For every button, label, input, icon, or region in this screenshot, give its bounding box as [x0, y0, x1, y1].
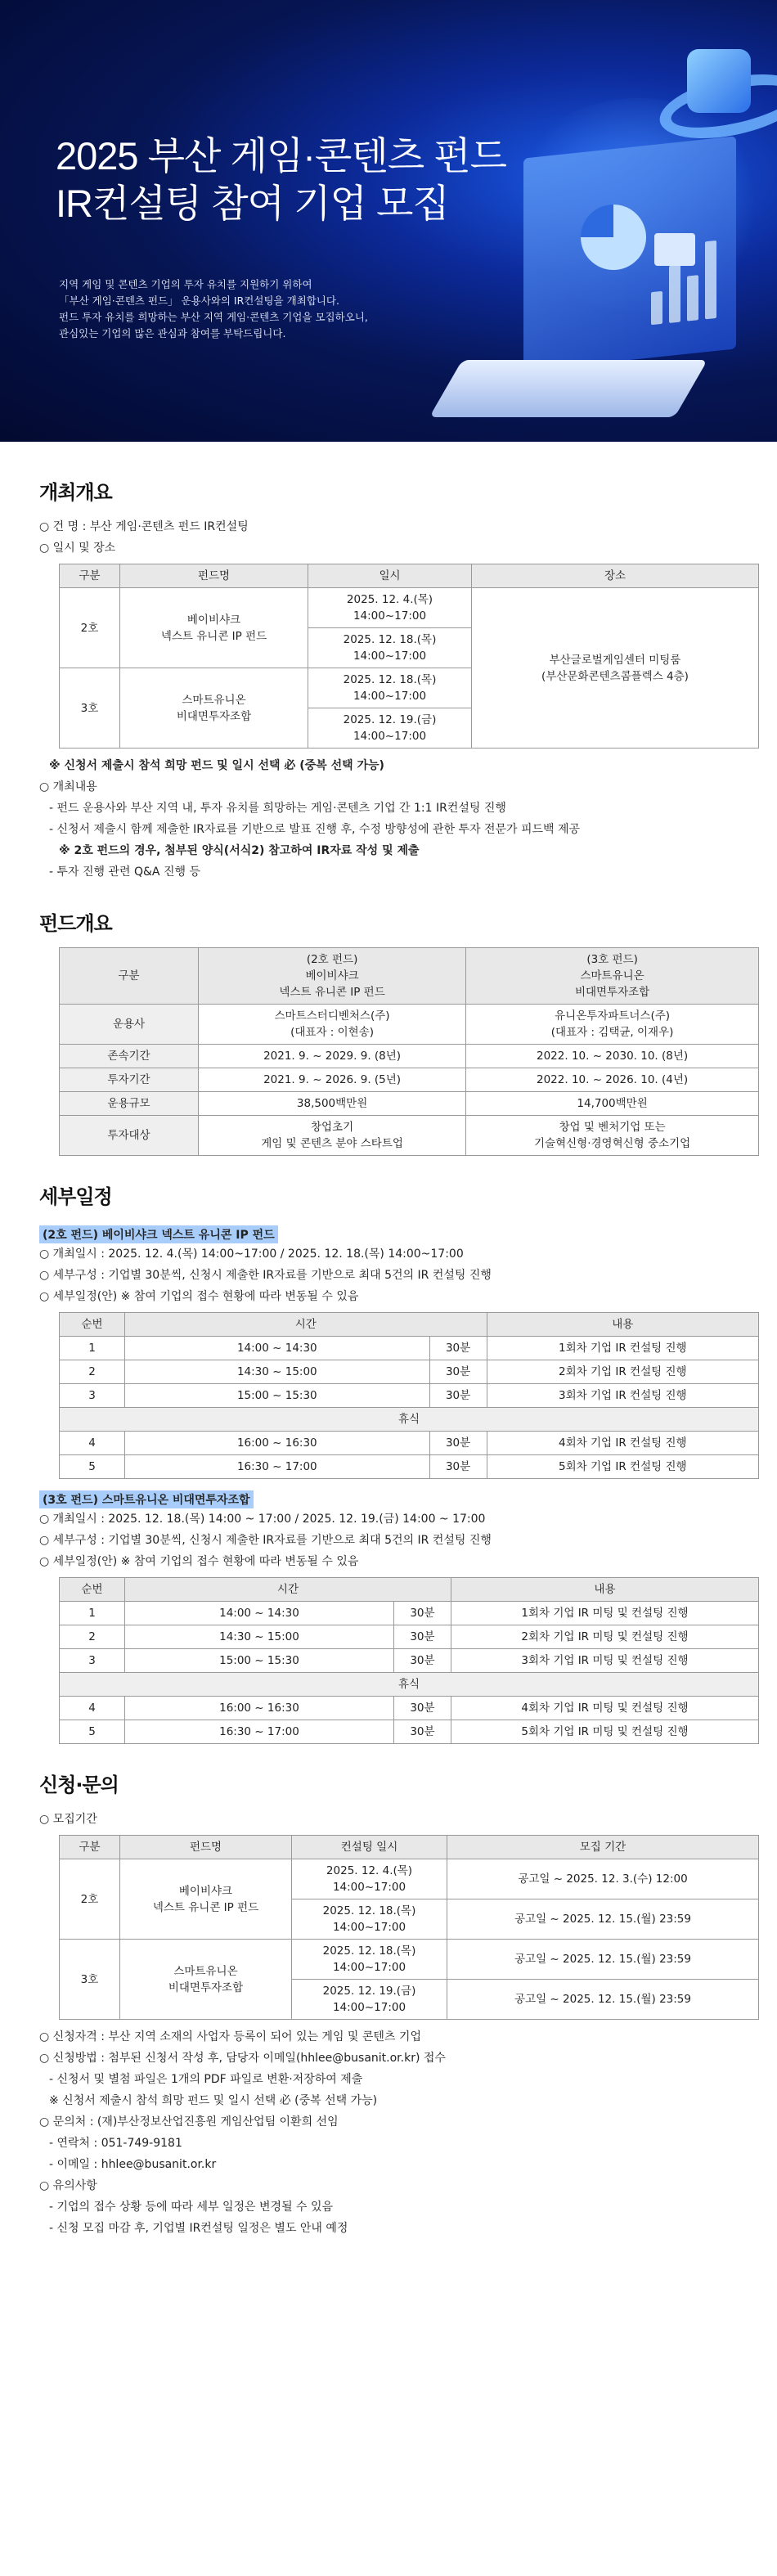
folder-icon: [654, 233, 695, 266]
break-row: 휴식: [60, 1408, 759, 1432]
fund-tag-3: (3호 펀드) 스마트유니온 비대면투자조합: [39, 1490, 254, 1508]
overview-section: [0, 476, 777, 883]
table-cell: 공고일 ~ 2025. 12. 15.(월) 23:59: [447, 1899, 759, 1940]
overview-note: ※ 신청서 제출시 참석 희망 펀드 및 일시 선택 必 (중복 선택 가능): [49, 759, 384, 772]
table-cell: 3호: [60, 1940, 120, 2020]
table-header: 장소: [472, 564, 759, 588]
table-cell: 공고일 ~ 2025. 12. 15.(월) 23:59: [447, 1940, 759, 1980]
cube-decoration: [687, 49, 751, 113]
table-row: 4 16:00 ~ 16:30 30분 4회차 기업 IR 컨설팅 진행: [60, 1432, 759, 1455]
table-header: 구분: [60, 564, 120, 588]
hero-banner: [0, 0, 777, 442]
table-cell: 3호: [60, 668, 120, 749]
table-row: 4 16:00 ~ 16:30 30분 4회차 기업 IR 미팅 및 컨설팅 진행: [60, 1697, 759, 1720]
apply-line: ○ 문의처 : (재)부산정보산업진흥원 게임산업팀 이환희 선임: [39, 2115, 339, 2129]
overview-line: - 신청서 제출시 함께 제출한 IR자료를 기반으로 발표 진행 후, 수정 방향성에 관한 투자 전문가 피드백 제공: [49, 823, 581, 836]
apply-line: - 이메일 : hhlee@busanit.or.kr: [49, 2158, 217, 2171]
keyboard-illustration: [429, 360, 707, 417]
table-cell: 2021. 9. ~ 2029. 9. (8년): [199, 1045, 466, 1068]
overview-line: ○ 건 명 : 부산 게임·콘텐츠 펀드 IR컨설팅: [39, 520, 249, 533]
pie-chart-icon: [581, 205, 646, 270]
table-cell: 2025. 12. 18.(목) 14:00~17:00: [308, 628, 472, 668]
apply-line: ○ 유의사항: [39, 2179, 97, 2192]
table-header: 컨설팅 일시: [292, 1836, 447, 1859]
table-cell: 2호: [60, 1859, 120, 1940]
apply-line: - 신청 모집 마감 후, 기업별 IR컨설팅 일정은 별도 안내 예정: [49, 2222, 348, 2235]
table-cell: 창업초기 게임 및 콘텐츠 분야 스타트업: [199, 1116, 466, 1156]
table-header: 펀드명: [120, 564, 308, 588]
apply-line: ○ 신청자격 : 부산 지역 소재의 사업자 등록이 되어 있는 게임 및 콘텐츠 기업: [39, 2030, 421, 2043]
table-cell: 2022. 10. ~ 2030. 10. (8년): [466, 1045, 759, 1068]
schedule-line: ○ 세부구성 : 기업별 30분씩, 신청시 제출한 IR자료를 기반으로 최대 5건의 IR 컨설팅 진행: [39, 1269, 492, 1282]
section-title-apply: 신청·문의: [39, 1774, 119, 1796]
table-cell: 2025. 12. 18.(목) 14:00~17:00: [308, 668, 472, 708]
section-title-schedule: 세부일정: [39, 1185, 112, 1208]
table-cell: 2호: [60, 588, 120, 668]
table-header: 순번: [60, 1313, 125, 1337]
table-cell: 유니온투자파트너스(주) (대표자 : 김택균, 이재우): [466, 1005, 759, 1045]
apply-line: - 기업의 접수 상황 등에 따라 세부 일정은 변경될 수 있음: [49, 2201, 334, 2214]
table-cell: 2025. 12. 18.(목) 14:00~17:00: [292, 1940, 447, 1980]
schedule-table-2: [59, 1312, 759, 1479]
table-header: 시간: [125, 1578, 451, 1602]
table-cell: 2021. 9. ~ 2026. 9. (5년): [199, 1068, 466, 1092]
table-row: 2 14:30 ~ 15:00 30분 2회차 기업 IR 컨설팅 진행: [60, 1360, 759, 1384]
table-header: 순번: [60, 1578, 125, 1602]
table-header: 구분: [60, 948, 199, 1005]
schedule-line: ○ 세부일정(안) ※ 참여 기업의 접수 현황에 따라 변동될 수 있음: [39, 1555, 359, 1568]
table-header: 펀드명: [120, 1836, 292, 1859]
table-cell: 2025. 12. 19.(금) 14:00~17:00: [292, 1980, 447, 2020]
break-row: 휴식: [60, 1673, 759, 1697]
table-cell: 존속기간: [60, 1045, 199, 1068]
table-cell: 2025. 12. 4.(목) 14:00~17:00: [292, 1859, 447, 1899]
table-cell: 공고일 ~ 2025. 12. 3.(수) 12:00: [447, 1859, 759, 1899]
schedule-line: ○ 세부구성 : 기업별 30분씩, 신청시 제출한 IR자료를 기반으로 최대 5건의 IR 컨설팅 진행: [39, 1534, 492, 1547]
table-cell: 2025. 12. 4.(목) 14:00~17:00: [308, 588, 472, 628]
table-cell: 창업 및 벤처기업 또는 기술혁신형·경영혁신형 중소기업: [466, 1116, 759, 1156]
table-cell: 2025. 12. 19.(금) 14:00~17:00: [308, 708, 472, 749]
table-row: 5 16:30 ~ 17:00 30분 5회차 기업 IR 컨설팅 진행: [60, 1455, 759, 1479]
fund-tag-2: (2호 펀드) 베이비샤크 넥스트 유니콘 IP 펀드: [39, 1225, 278, 1243]
overview-line: ○ 개최내용: [39, 780, 97, 793]
schedule-line: ○ 개최일시 : 2025. 12. 4.(목) 14:00~17:00 / 2025. 12. 18.(목) 14:00~17:00: [39, 1248, 464, 1261]
overview-note: ※ 2호 펀드의 경우, 첨부된 양식(서식2) 참고하여 IR자료 작성 및 제출: [59, 844, 420, 857]
table-cell: 14,700백만원: [466, 1092, 759, 1116]
table-row: 1 14:00 ~ 14:30 30분 1회차 기업 IR 미팅 및 컨설팅 진행: [60, 1602, 759, 1625]
table-header: (2호 펀드) 베이비샤크 넥스트 유니콘 IP 펀드: [199, 948, 466, 1005]
table-row: 3 15:00 ~ 15:30 30분 3회차 기업 IR 컨설팅 진행: [60, 1384, 759, 1408]
fund-table: [59, 947, 759, 1156]
table-header: 내용: [487, 1313, 758, 1337]
schedule-section: [0, 1180, 777, 1744]
table-cell: 베이비샤크 넥스트 유니콘 IP 펀드: [120, 588, 308, 668]
apply-line: - 신청서 및 별첨 파일은 1개의 PDF 파일로 변환·저장하여 제출: [49, 2073, 363, 2086]
table-cell: 스마트유니온 비대면투자조합: [120, 668, 308, 749]
section-title-overview: 개최개요: [39, 481, 112, 504]
table-cell: 투자기간: [60, 1068, 199, 1092]
table-cell: 부산글로벌게임센터 미팅룸 (부산문화콘텐츠콤플렉스 4층): [472, 588, 759, 749]
apply-note: ※ 신청서 제출시 참석 희망 펀드 및 일시 선택 必 (중복 선택 가능): [49, 2094, 378, 2107]
apply-section: [0, 1769, 777, 2272]
schedule-line: ○ 개최일시 : 2025. 12. 18.(목) 14:00 ~ 17:00 / 2025. 12. 19.(금) 14:00 ~ 17:00: [39, 1513, 486, 1526]
apply-line: ○ 신청방법 : 첨부된 신청서 작성 후, 담당자 이메일(hhlee@busanit.or.kr) 접수: [39, 2052, 446, 2065]
table-row: 2 14:30 ~ 15:00 30분 2회차 기업 IR 미팅 및 컨설팅 진행: [60, 1625, 759, 1649]
table-cell: 투자대상: [60, 1116, 199, 1156]
table-header: 모집 기간: [447, 1836, 759, 1859]
overview-line: ○ 일시 및 장소: [39, 542, 116, 555]
table-cell: 스마트스터디벤처스(주) (대표자 : 이현송): [199, 1005, 466, 1045]
schedule-table-3: [59, 1577, 759, 1744]
schedule-line: ○ 세부일정(안) ※ 참여 기업의 접수 현황에 따라 변동될 수 있음: [39, 1290, 359, 1303]
table-cell: 2022. 10. ~ 2026. 10. (4년): [466, 1068, 759, 1092]
table-header: (3호 펀드) 스마트유니온 비대면투자조합: [466, 948, 759, 1005]
table-row: 3 15:00 ~ 15:30 30분 3회차 기업 IR 미팅 및 컨설팅 진행: [60, 1649, 759, 1673]
table-row: 5 16:30 ~ 17:00 30분 5회차 기업 IR 미팅 및 컨설팅 진행: [60, 1720, 759, 1744]
table-row: 1 14:00 ~ 14:30 30분 1회차 기업 IR 컨설팅 진행: [60, 1337, 759, 1360]
apply-line: ○ 모집기간: [39, 1813, 97, 1826]
table-header: 시간: [125, 1313, 487, 1337]
apply-line: - 연락처 : 051-749-9181: [49, 2137, 182, 2150]
table-header: 일시: [308, 564, 472, 588]
overview-line: - 펀드 운용사와 부산 지역 내, 투자 유치를 희망하는 게임·콘텐츠 기업 간 1:1 IR컨설팅 진행: [49, 802, 506, 815]
table-cell: 스마트유니온 비대면투자조합: [120, 1940, 292, 2020]
table-cell: 운용사: [60, 1005, 199, 1045]
recruit-table: [59, 1835, 759, 2020]
table-cell: 공고일 ~ 2025. 12. 15.(월) 23:59: [447, 1980, 759, 2020]
hero-intro: 지역 게임 및 콘텐츠 기업의 투자 유치를 지원하기 위하여 「부산 게임·콘텐츠 펀드」 운용사와의 IR컨설팅을 개최합니다. 펀드 투자 유치를 희망하는 부산 지역 게임·콘텐츠 기업을 모집하오니, 관심있는 기업의 많은 관심과 참여를 부탁드립니다.: [59, 278, 368, 339]
table-header: 구분: [60, 1836, 120, 1859]
table-header: 내용: [451, 1578, 758, 1602]
table-cell: 2025. 12. 18.(목) 14:00~17:00: [292, 1899, 447, 1940]
section-title-fund: 펀드개요: [39, 912, 112, 935]
overview-line: - 투자 진행 관련 Q&A 진행 등: [49, 865, 200, 879]
venue-table: [59, 564, 759, 749]
table-cell: 38,500백만원: [199, 1092, 466, 1116]
fund-section: [0, 907, 777, 1156]
table-cell: 베이비샤크 넥스트 유니콘 IP 펀드: [120, 1859, 292, 1940]
table-cell: 운용규모: [60, 1092, 199, 1116]
hero-title: 2025 부산 게임·콘텐츠 펀드 IR컨설팅 참여 기업 모집: [56, 134, 506, 225]
